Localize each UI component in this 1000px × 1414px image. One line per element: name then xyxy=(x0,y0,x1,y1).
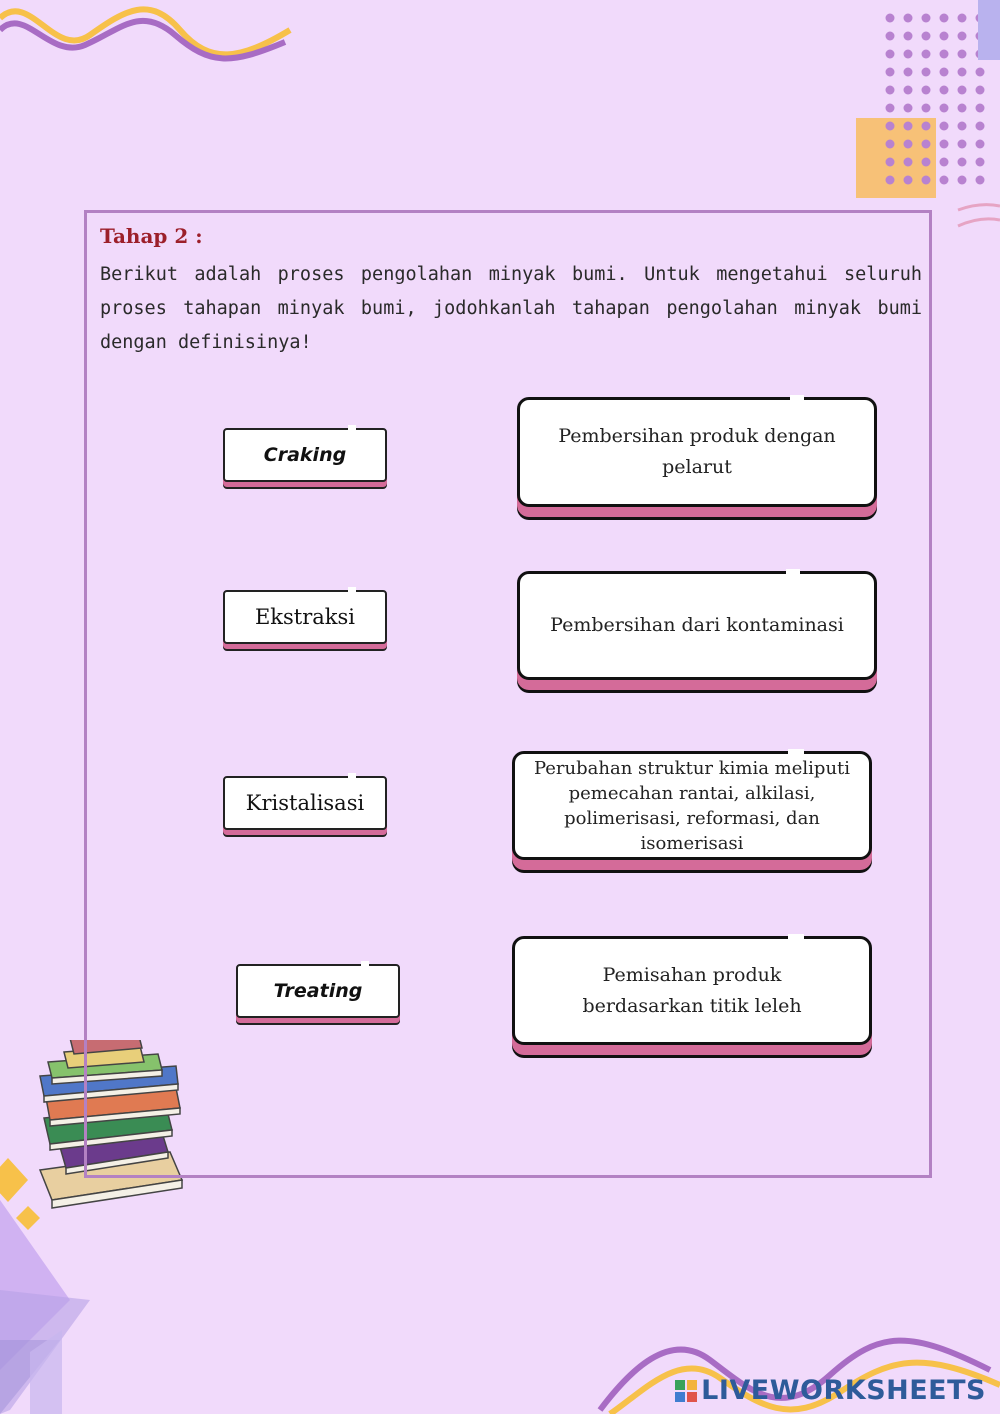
card-gap-mark xyxy=(348,773,356,779)
card-gap-mark xyxy=(348,425,356,431)
card-gap-mark xyxy=(788,749,804,755)
term-card-craking[interactable]: Craking xyxy=(223,428,387,482)
card-gap-mark xyxy=(348,587,356,593)
definition-card-titik-leleh[interactable]: Pemisahan produk berdasarkan titik leleh xyxy=(512,936,872,1045)
term-card-treating[interactable]: Treating xyxy=(236,964,400,1018)
definition-card-struktur-kimia[interactable]: Perubahan struktur kimia meliputi pemecahan rantai, alkilasi, polimerisasi, reformasi, dan isomerisasi xyxy=(512,751,872,860)
definition-card-pelarut[interactable]: Pembersihan produk dengan pelarut xyxy=(517,397,877,507)
term-card-kristalisasi[interactable]: Kristalisasi xyxy=(223,776,387,830)
definition-card-kontaminasi[interactable]: Pembersihan dari kontaminasi xyxy=(517,571,877,680)
card-gap-mark xyxy=(786,569,800,575)
brand-text: LIVEWORKSHEETS xyxy=(701,1375,986,1406)
liveworksheets-logo xyxy=(675,1375,986,1406)
step-title: Tahap 2 : xyxy=(100,224,203,248)
card-gap-mark xyxy=(790,395,804,401)
wave-decoration-top xyxy=(0,0,300,70)
card-gap-mark xyxy=(361,961,369,967)
card-gap-mark xyxy=(788,934,804,940)
term-card-ekstraksi[interactable]: Ekstraksi xyxy=(223,590,387,644)
liveworksheets-logo-icon xyxy=(675,1380,697,1402)
dot-pattern-decoration xyxy=(850,0,1000,235)
instructions-text: Berikut adalah proses pengolahan minyak bumi. Untuk mengetahui seluruh proses tahapan minyak bumi, jodohkanlah tahapan pengolahan minyak bumi dengan definisinya! xyxy=(100,264,922,353)
